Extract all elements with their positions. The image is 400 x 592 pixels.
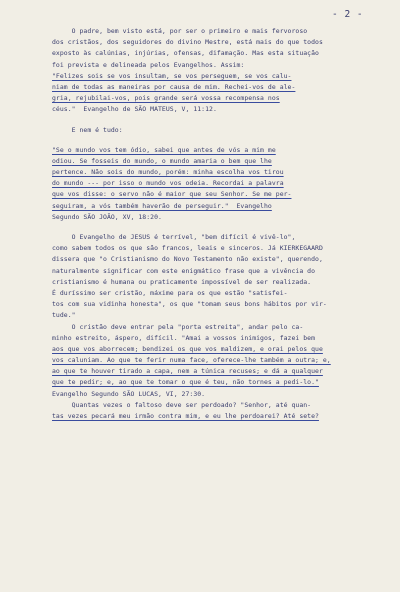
text-line: do mundo --- por isso o mundo vos odeia. Recordai a palavra <box>52 179 284 188</box>
text-line: seguiram, a vós também haverão de perseguir." Evangelho <box>52 201 272 210</box>
text-line: odiou. Se fosseis do mundo, o mundo amaria o bem que lhe <box>52 156 272 165</box>
page-body <box>52 26 392 422</box>
text-line: gria, rejubilai-vos, pois grande será vossa recompensa nos <box>52 94 280 103</box>
text-line: ao que te houver tirado a capa, nem a túnica recuses; e dá a qualquer <box>52 367 323 376</box>
text-line: foi prevista e delineada pelos Evangelhos. Assim: <box>52 60 245 69</box>
text-line: naturalmente significar com este enigmático frase que a vivência do <box>52 266 316 275</box>
text-line: Evangelho Segundo SÃO LUCAS, VI, 27:30. <box>52 389 206 398</box>
text-line: tos com sua vidinha honesta", os que "tomam seus bons hábitos por vir- <box>52 300 327 309</box>
text-line: céus." Evangelho de SÃO MATEUS, V, 11:12. <box>52 105 217 114</box>
text-line: Segundo SÃO JOÃO, XV, 18:20. <box>52 212 162 221</box>
text-line: tude." <box>52 311 76 320</box>
text-line: dos cristãos, dos seguidores do divino Mestre, está mais do que todos <box>52 38 323 47</box>
text-line: "Felizes sois se vos insultam, se vos perseguem, se vos calu- <box>52 71 292 80</box>
text-line: cristianismo é humana ou praticamente impossível de ser realizada. <box>52 277 312 286</box>
text-line: tas vezes pecará meu irmão contra mim, e eu lhe perdoarei? Até sete? <box>52 412 319 420</box>
text-line: exposto às calúnias, injúrias, ofensas, difamação. Mas esta situação <box>52 49 319 58</box>
text-line: como sabem todos os que são francos, leais e sinceros. Já KIERKEGAARD <box>52 244 323 253</box>
text-line: aos que vos aborrecem; bendizei os que vos maldizem, e orai pelos que <box>52 344 323 353</box>
paragraph-gap <box>52 223 392 232</box>
page-number: - 2 - <box>332 9 364 20</box>
text-line: minho estreito, áspero, difícil. "Amai a vossos inimigos, fazei bem <box>52 333 316 342</box>
text-line: O cristão deve entrar pela "porta estreita", andar pelo ca- <box>52 322 304 331</box>
text-line: que te pedir; e, ao que te tomar o que é teu, não tornes a pedi-lo." <box>52 378 319 387</box>
text-line: pertence. Não sois do mundo, porém: minha escolha vos tirou <box>52 168 284 177</box>
text-line: E nem é tudo: <box>52 125 123 134</box>
text-line: O padre, bem visto está, por ser o primeiro e mais fervoroso <box>52 27 308 35</box>
paragraph-gap <box>52 116 392 125</box>
text-line: niam de todas as maneiras por causa de mim. Rechei-vos de ale- <box>52 82 296 91</box>
text-line: Quantas vezes o faltoso deve ser perdoado? "Senhor, até quan- <box>52 400 312 409</box>
text-line: que vos disse: o servo não é maior que seu Senhor. Se me per- <box>52 190 292 199</box>
text-line: É duríssimo ser cristão, máxime para os que estão "satisfei- <box>52 288 288 297</box>
text-line: O Evangelho de JESUS é terrível, "bem difícil é vivê-lo", <box>52 233 296 241</box>
text-line: vos caluniam. Ao que te ferir numa face, oferece-lhe também a outra; e, <box>52 356 331 365</box>
paragraph-gap <box>52 136 392 145</box>
text-line: "Se o mundo vos tem ódio, sabei que antes de vós a mim me <box>52 145 276 154</box>
text-line: dissera que "o Cristianismo do Novo Testamento não existe", querendo, <box>52 255 323 264</box>
